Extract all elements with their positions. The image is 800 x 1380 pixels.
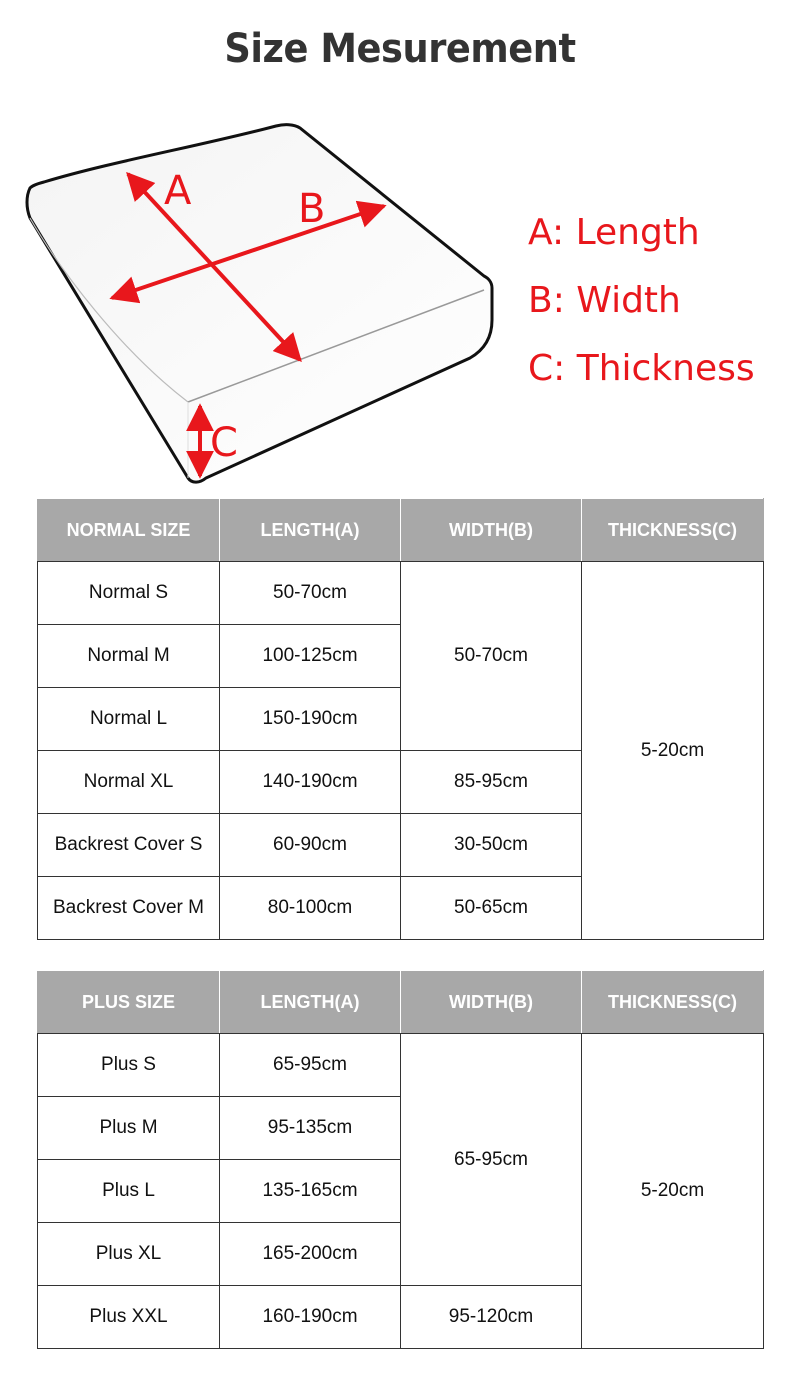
width-value: 65-95cm <box>401 1034 582 1286</box>
plus-size-table <box>37 970 764 1349</box>
size-name: Backrest Cover S <box>38 814 220 877</box>
header-thickness: THICKNESS(C) <box>582 499 764 562</box>
width-value: 95-120cm <box>401 1286 582 1349</box>
legend <box>528 205 755 409</box>
header-size: NORMAL SIZE <box>38 499 220 562</box>
legend-thickness: C: Thickness <box>528 348 755 389</box>
normal-size-table <box>37 498 764 940</box>
cushion-outline <box>27 125 492 482</box>
size-name: Plus XL <box>38 1223 220 1286</box>
size-name: Plus S <box>38 1034 220 1097</box>
header-thickness: THICKNESS(C) <box>582 971 764 1034</box>
thickness-value: 5-20cm <box>582 562 764 940</box>
width-value: 30-50cm <box>401 814 582 877</box>
header-width: WIDTH(B) <box>401 971 582 1034</box>
label-a: A <box>164 168 192 214</box>
length-value: 150-190cm <box>220 688 401 751</box>
table-header-row <box>38 971 764 1034</box>
size-name: Plus M <box>38 1097 220 1160</box>
header-size: PLUS SIZE <box>38 971 220 1034</box>
length-value: 60-90cm <box>220 814 401 877</box>
table-header-row <box>38 499 764 562</box>
size-name: Plus XXL <box>38 1286 220 1349</box>
cushion-diagram <box>0 110 520 490</box>
legend-width: B: Width <box>528 280 681 321</box>
size-name: Normal S <box>38 562 220 625</box>
width-value: 85-95cm <box>401 751 582 814</box>
header-width: WIDTH(B) <box>401 499 582 562</box>
size-name: Normal L <box>38 688 220 751</box>
length-value: 165-200cm <box>220 1223 401 1286</box>
size-name: Normal M <box>38 625 220 688</box>
size-name: Backrest Cover M <box>38 877 220 940</box>
width-value: 50-65cm <box>401 877 582 940</box>
thickness-value: 5-20cm <box>582 1034 764 1349</box>
length-value: 160-190cm <box>220 1286 401 1349</box>
header-length: LENGTH(A) <box>220 971 401 1034</box>
width-value: 50-70cm <box>401 562 582 751</box>
length-value: 65-95cm <box>220 1034 401 1097</box>
length-value: 80-100cm <box>220 877 401 940</box>
label-b: B <box>298 186 326 232</box>
table-row <box>38 562 764 625</box>
length-value: 95-135cm <box>220 1097 401 1160</box>
size-name: Plus L <box>38 1160 220 1223</box>
length-value: 50-70cm <box>220 562 401 625</box>
label-c: C <box>210 420 238 466</box>
page-title: Size Mesurement <box>224 26 576 72</box>
table-row <box>38 1034 764 1097</box>
length-value: 140-190cm <box>220 751 401 814</box>
size-name: Normal XL <box>38 751 220 814</box>
length-value: 135-165cm <box>220 1160 401 1223</box>
legend-length: A: Length <box>528 212 700 253</box>
length-value: 100-125cm <box>220 625 401 688</box>
header-length: LENGTH(A) <box>220 499 401 562</box>
